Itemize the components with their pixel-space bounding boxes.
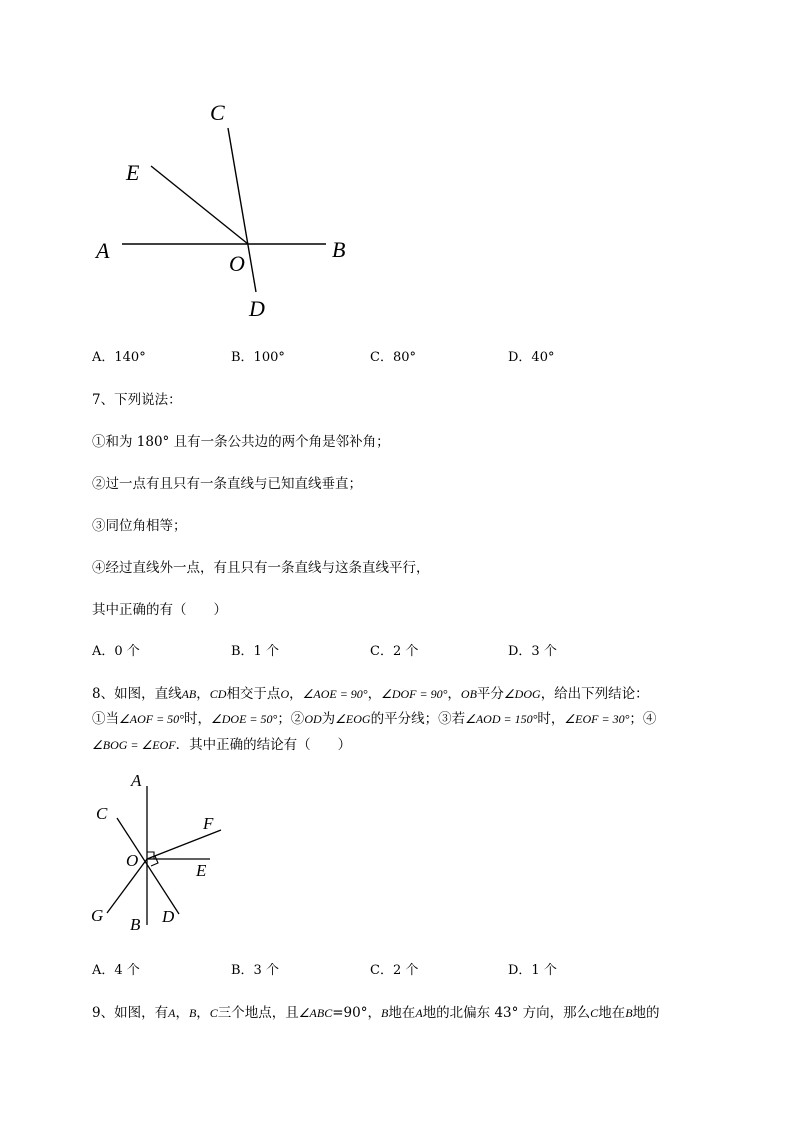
- q7-option-c[interactable]: C．2 个: [370, 644, 419, 659]
- q8-l1-text-4: ，: [289, 686, 303, 702]
- q7-option-b[interactable]: B．1 个: [231, 644, 279, 659]
- q9-text-7: 地的北偏东 43° 方向，那么: [422, 1005, 591, 1021]
- q8-l1-math-6: OB: [460, 687, 477, 701]
- q9-math-3: C: [209, 1006, 218, 1020]
- q9-text-4: 三个地点，且: [217, 1005, 299, 1021]
- q6-option-b[interactable]: B．100°: [231, 350, 285, 365]
- q7-item-2: ②过一点有且只有一条直线与已知直线垂直；: [92, 476, 362, 492]
- q8-option-c[interactable]: C．2 个: [370, 963, 419, 978]
- label-C: C: [210, 100, 225, 125]
- q9-text-3: ，: [196, 1005, 210, 1021]
- q9-text-9: 地的: [632, 1005, 660, 1021]
- q6-option-a[interactable]: A．140°: [92, 350, 146, 365]
- q8-l1-text-2: ，: [196, 686, 210, 702]
- q6-option-c[interactable]: C．80°: [370, 350, 416, 365]
- q8-l2-text-1: ①当: [92, 711, 119, 727]
- q7-item-1: ①和为 180° 且有一条公共边的两个角是邻补角；: [92, 434, 390, 450]
- ray-OF: [147, 830, 221, 859]
- q8-l1-text-6: ，: [447, 686, 461, 702]
- label-D: D: [249, 296, 265, 321]
- q9-text-6: 地在: [388, 1005, 416, 1021]
- q8-l1-text-3: 相交于点: [226, 686, 281, 702]
- q8-l2-math-2: ∠DOE = 50°: [210, 712, 278, 726]
- q8-l1-math-1: AB: [181, 687, 197, 701]
- fig2-label-F: F: [203, 814, 214, 833]
- q8-l2-text-5: 的平分线；③若: [370, 711, 466, 727]
- q7-title: 7、下列说法：: [92, 392, 182, 408]
- fig2-label-E: E: [196, 861, 207, 880]
- q8-l2-math-3: OD: [304, 712, 322, 726]
- q8-l2-text-6: 时，: [537, 711, 565, 727]
- q9-math-8: B: [625, 1006, 633, 1020]
- q8-l2-text-7: ；④: [629, 711, 657, 727]
- q8-l1-text-5: ，: [367, 686, 382, 702]
- q8-l3-math-1: ∠BOG = ∠EOF: [92, 738, 176, 752]
- fig2-label-G: G: [91, 906, 104, 925]
- q9-text-1: 9、如图，有: [92, 1005, 169, 1021]
- q8-l1-text-1: 8、如图，直线: [92, 686, 182, 702]
- q8-l2-math-1: ∠AOF = 50°: [119, 712, 184, 726]
- q8-l2-math-6: ∠EOF = 30°: [564, 712, 630, 726]
- fig2-label-O: O: [126, 851, 139, 870]
- label-O: O: [229, 251, 245, 276]
- q8-l1-math-2: CD: [209, 687, 227, 701]
- q8-l2-math-4: ∠EOG: [335, 712, 371, 726]
- q8-l2-text-3: ；②: [277, 711, 305, 727]
- q8-option-b[interactable]: B．3 个: [231, 963, 279, 978]
- q7-item-4: ④经过直线外一点，有且只有一条直线与这条直线平行，: [92, 560, 430, 576]
- q9-math-4: ∠ABC: [298, 1006, 333, 1020]
- q9-math-6: A: [415, 1006, 423, 1020]
- q7-item-3: ③同位角相等；: [92, 518, 187, 534]
- q7-option-d[interactable]: D．3 个: [508, 644, 557, 659]
- q8-l2-text-4: 为: [321, 711, 336, 727]
- q8-l1-math-3: O: [280, 687, 290, 701]
- q7-option-a[interactable]: A．0 个: [92, 644, 140, 659]
- q6-option-d[interactable]: D．40°: [508, 350, 555, 365]
- fig2-label-B: B: [130, 915, 141, 934]
- q8-l2-math-5: ∠AOD = 150°: [465, 712, 538, 726]
- q7-question: 其中正确的有（ ）: [92, 602, 227, 618]
- q8-option-a[interactable]: A．4 个: [92, 963, 140, 978]
- q9-text-8: 地在: [598, 1005, 626, 1021]
- label-B: B: [332, 237, 346, 262]
- q8-l1-text-7: 平分: [476, 686, 504, 702]
- fig2-label-D: D: [162, 907, 175, 926]
- q9-text-2: ，: [175, 1005, 189, 1021]
- q9-text-5: =90°，: [332, 1005, 381, 1021]
- q8-l3-text-1: ．其中正确的结论有（ ）: [175, 737, 352, 753]
- label-E: E: [126, 160, 140, 185]
- q8-l2-text-2: 时，: [183, 711, 211, 727]
- q9-math-7: C: [590, 1006, 599, 1020]
- q8-l1-math-7: ∠DOG: [503, 687, 541, 701]
- q8-l1-text-8: ，给出下列结论：: [540, 686, 649, 702]
- q9-math-2: B: [188, 1006, 197, 1020]
- question-9: [92, 1001, 660, 1021]
- q8-l1-math-5: ∠DOF = 90°: [381, 687, 448, 701]
- q8-l1-math-4: ∠AOE = 90°: [302, 687, 368, 701]
- fig2-label-A: A: [131, 771, 142, 790]
- q9-math-5: B: [380, 1006, 389, 1020]
- label-A: A: [96, 238, 110, 263]
- q9-math-1: A: [168, 1006, 176, 1020]
- q8-option-d[interactable]: D．1 个: [508, 963, 557, 978]
- fig2-label-C: C: [96, 804, 108, 823]
